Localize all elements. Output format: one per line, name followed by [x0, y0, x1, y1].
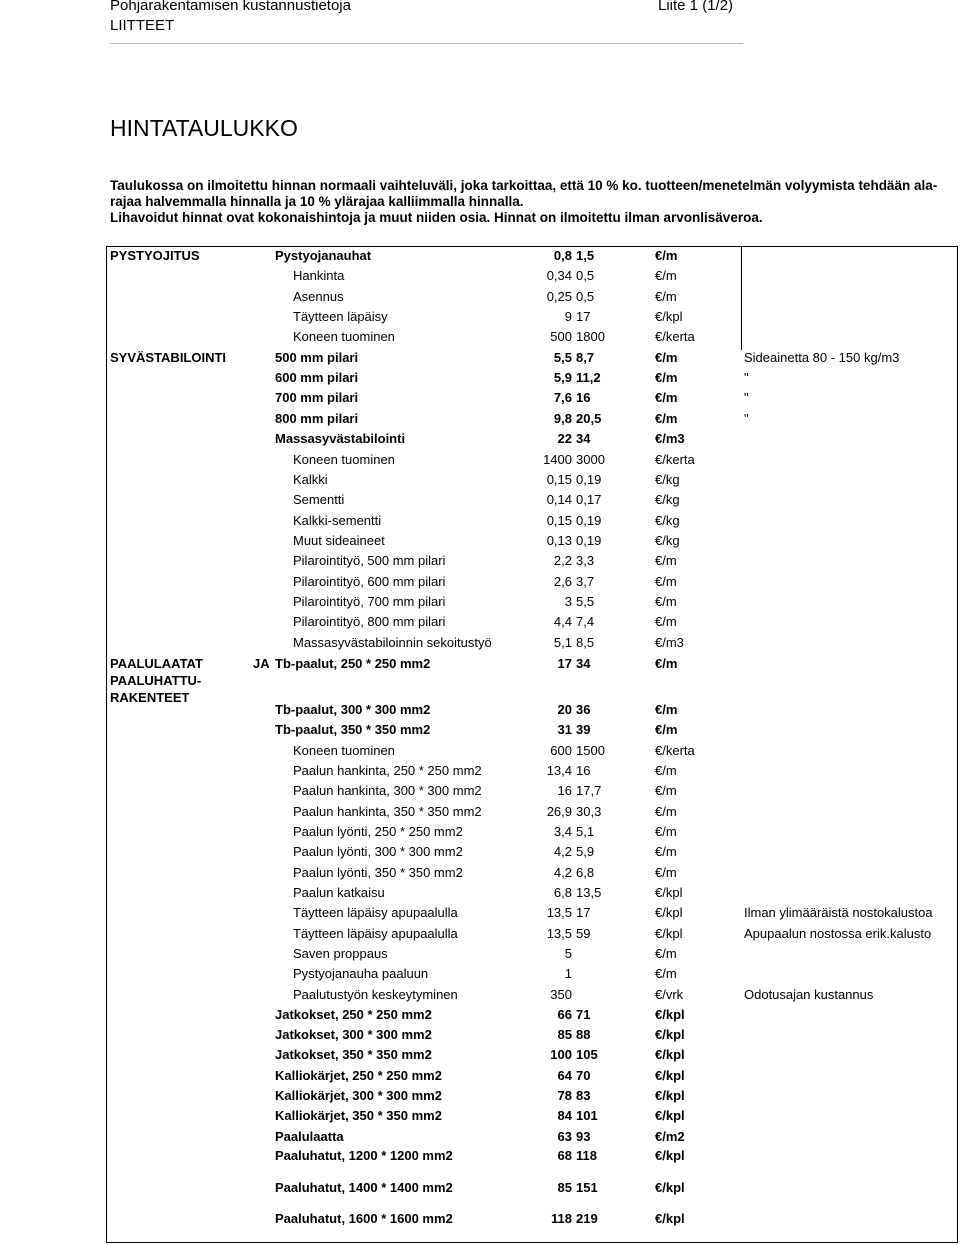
price-unit: €/kg: [655, 492, 680, 507]
price-max: 34: [576, 431, 591, 446]
price-min: 7,6: [553, 390, 572, 405]
price-min: 26,9: [546, 804, 572, 819]
price-unit: €/m: [655, 350, 678, 365]
price-unit: €/m: [655, 574, 677, 589]
row-note: Ilman ylimääräistä nostokalustoa: [744, 905, 933, 920]
price-unit: €/kg: [655, 472, 680, 487]
header-divider: [110, 43, 743, 44]
price-unit: €/m: [655, 783, 677, 798]
price-max: 0,19: [576, 513, 602, 528]
price-min: 0,25: [546, 289, 572, 304]
row-note: Odotusajan kustannus: [744, 987, 874, 1002]
table-row: [0, 368, 960, 388]
price-min: 22: [557, 431, 572, 446]
price-max: 34: [576, 656, 591, 671]
price-max: 5,9: [576, 844, 595, 859]
item-name: Paalun katkaisu: [293, 885, 385, 900]
item-name: Pilarointityö, 700 mm pilari: [293, 594, 446, 609]
price-min: 0,15: [546, 513, 572, 528]
price-min: 350: [550, 987, 572, 1002]
price-max: 8,7: [576, 350, 595, 365]
item-name: Jatkokset, 250 * 250 mm2: [275, 1007, 432, 1022]
price-min: 17: [557, 656, 572, 671]
price-unit: €/kpl: [655, 1211, 685, 1226]
price-unit: €/kerta: [655, 743, 695, 758]
price-min: 0,8: [553, 248, 572, 263]
price-unit: €/kpl: [655, 1047, 685, 1062]
price-max: 16: [576, 763, 591, 778]
price-max: 17,7: [576, 783, 602, 798]
price-unit: €/m: [655, 268, 677, 283]
price-unit: €/kpl: [655, 1180, 685, 1195]
price-min: 2,6: [553, 574, 572, 589]
price-min: 68: [557, 1148, 572, 1163]
price-max: 36: [576, 702, 591, 717]
price-max: 70: [576, 1068, 591, 1083]
price-min: 3,4: [553, 824, 572, 839]
row-note: ": [744, 390, 749, 405]
price-max: 0,5: [576, 289, 595, 304]
price-min: 13,4: [546, 763, 572, 778]
price-min: 500: [550, 329, 572, 344]
item-name: Paalun lyönti, 250 * 250 mm2: [293, 824, 463, 839]
price-unit: €/kerta: [655, 452, 695, 467]
price-max: 5,1: [576, 824, 595, 839]
price-max: 20,5: [576, 411, 602, 426]
price-min: 5,5: [553, 350, 572, 365]
price-max: 219: [576, 1211, 598, 1226]
row-note: ": [744, 370, 749, 385]
price-max: 101: [576, 1108, 598, 1123]
document-header-title: Pohjarakentamisen kustannustietoja: [110, 0, 351, 14]
table-row: [0, 388, 960, 408]
price-unit: €/vrk: [655, 987, 684, 1002]
table-row: [0, 572, 960, 592]
table-row: [0, 592, 960, 612]
price-unit: €/m: [655, 411, 678, 426]
price-min: 84: [557, 1108, 572, 1123]
price-min: 1: [564, 966, 572, 981]
price-max: 151: [576, 1180, 598, 1195]
price-max: 105: [576, 1047, 598, 1062]
price-unit: €/m: [655, 804, 677, 819]
price-min: 13,5: [546, 905, 572, 920]
row-note: Sideainetta 80 - 150 kg/m3: [744, 350, 900, 365]
price-min: 13,5: [546, 926, 572, 941]
price-unit: €/kpl: [655, 1027, 685, 1042]
table-row: [0, 266, 960, 286]
table-row: [0, 1005, 960, 1025]
price-min: 0,14: [546, 492, 572, 507]
price-min: 85: [557, 1027, 572, 1042]
price-max: 0,5: [576, 268, 595, 283]
price-unit: €/kpl: [655, 885, 683, 900]
price-unit: €/m: [655, 289, 677, 304]
table-row: [0, 1106, 960, 1126]
price-unit: €/kpl: [655, 1108, 685, 1123]
item-name: 800 mm pilari: [275, 411, 359, 426]
table-row: [0, 633, 960, 653]
table-row: [0, 1086, 960, 1106]
price-unit: €/m: [655, 763, 677, 778]
price-min: 100: [550, 1047, 572, 1062]
item-name: Kalkki-sementti: [293, 513, 382, 528]
price-min: 1400: [543, 452, 572, 467]
table-row: [0, 327, 960, 347]
price-unit: €/kpl: [655, 309, 683, 324]
price-max: 17: [576, 309, 591, 324]
price-min: 31: [557, 722, 572, 737]
price-max: 0,17: [576, 492, 602, 507]
appendix-page-label: Liite 1 (1/2): [658, 0, 734, 14]
price-min: 78: [557, 1088, 572, 1103]
item-name: Jatkokset, 300 * 300 mm2: [275, 1027, 432, 1042]
price-unit: €/kpl: [655, 926, 683, 941]
item-name: Massasyvästabiloinnin sekoitustyö: [293, 635, 492, 650]
price-unit: €/kpl: [655, 1088, 685, 1103]
table-row: [0, 450, 960, 470]
table-row: [0, 741, 960, 761]
price-unit: €/m: [655, 722, 678, 737]
table-row: [0, 883, 960, 903]
item-name: Kalliokärjet, 250 * 250 mm2: [275, 1068, 442, 1083]
price-unit: €/m: [655, 844, 677, 859]
item-name: Paalun lyönti, 300 * 300 mm2: [293, 844, 463, 859]
price-unit: €/m: [655, 656, 678, 671]
item-name: Paaluhatut, 1200 * 1200 mm2: [275, 1148, 453, 1163]
table-row: [0, 429, 960, 449]
row-note: ": [744, 411, 749, 426]
price-max: 118: [576, 1148, 597, 1163]
price-max: 1,5: [576, 248, 595, 263]
table-row: [0, 863, 960, 883]
price-unit: €/kpl: [655, 1068, 685, 1083]
table-row: [0, 511, 960, 531]
price-unit: €/m: [655, 614, 677, 629]
table-row: [0, 531, 960, 551]
category-label: PYSTYOJITUS: [110, 248, 200, 263]
table-row: [0, 1209, 960, 1241]
table-row: [0, 1066, 960, 1086]
price-min: 4,2: [553, 865, 572, 880]
item-name: Pilarointityö, 600 mm pilari: [293, 574, 446, 589]
item-name: Paalulaatta: [275, 1129, 344, 1144]
price-max: 0,19: [576, 472, 602, 487]
table-row: [0, 612, 960, 632]
price-unit: €/kerta: [655, 329, 695, 344]
item-name: Pystyojanauha paaluun: [293, 966, 429, 981]
item-name: Paalutustyön keskeytyminen: [293, 987, 458, 1002]
item-name: Sementti: [293, 492, 345, 507]
price-min: 85: [557, 1180, 572, 1195]
price-unit: €/m2: [655, 1129, 685, 1144]
price-max: 1500: [576, 743, 605, 758]
price-min: 5: [564, 946, 572, 961]
price-unit: €/kpl: [655, 905, 683, 920]
price-max: 16: [576, 390, 591, 405]
item-name: Asennus: [293, 289, 344, 304]
category-line: RAKENTEET: [110, 690, 190, 705]
price-min: 3: [564, 594, 572, 609]
category-conjunction: JA: [253, 656, 270, 671]
table-row: [0, 964, 960, 984]
price-unit: €/m: [655, 966, 677, 981]
table-row: [0, 490, 960, 510]
table-row: [0, 700, 960, 720]
item-name: Koneen tuominen: [293, 452, 395, 467]
item-name: Koneen tuominen: [293, 743, 395, 758]
item-name: Koneen tuominen: [293, 329, 395, 344]
price-min: 64: [557, 1068, 572, 1083]
price-min: 63: [557, 1129, 572, 1144]
table-row: [0, 1146, 960, 1178]
intro-paragraph: [110, 178, 940, 226]
item-name: Paaluhatut, 1600 * 1600 mm2: [275, 1211, 453, 1226]
table-row: [0, 409, 960, 429]
table-row: [0, 348, 960, 368]
price-unit: €/m: [655, 702, 678, 717]
price-max: 3000: [576, 452, 605, 467]
row-note: Apupaalun nostossa erik.kalusto: [744, 926, 932, 941]
table-row: [0, 1045, 960, 1065]
item-name: Kalkki: [293, 472, 328, 487]
item-name: Paaluhatut, 1400 * 1400 mm2: [275, 1180, 453, 1195]
item-name: Paalun hankinta, 300 * 300 mm2: [293, 783, 482, 798]
item-name: Hankinta: [293, 268, 345, 283]
price-unit: €/m: [655, 824, 677, 839]
table-row: [0, 1127, 960, 1147]
price-max: 3,3: [576, 553, 595, 568]
category-label: [110, 655, 270, 706]
category-line: PAALUHATTU-: [110, 673, 202, 688]
price-max: 30,3: [576, 804, 602, 819]
price-min: 16: [557, 783, 572, 798]
table-row: [0, 720, 960, 740]
price-unit: €/m: [655, 594, 677, 609]
price-min: 0,15: [546, 472, 572, 487]
price-max: 39: [576, 722, 591, 737]
item-name: Täytteen läpäisy apupaalulla: [293, 905, 458, 920]
item-name: 600 mm pilari: [275, 370, 359, 385]
price-max: 5,5: [576, 594, 595, 609]
price-unit: €/m: [655, 248, 678, 263]
category-line: PAALULAATAT: [110, 656, 203, 671]
price-min: 6,8: [553, 885, 572, 900]
price-min: 0,13: [546, 533, 572, 548]
price-min: 66: [557, 1007, 572, 1022]
table-row: [0, 1178, 960, 1210]
table-row: [0, 842, 960, 862]
price-unit: €/m: [655, 946, 677, 961]
price-min: 600: [550, 743, 572, 758]
price-unit: €/m: [655, 865, 677, 880]
price-min: 9,8: [553, 411, 572, 426]
price-unit: €/m: [655, 370, 678, 385]
table-row: [0, 654, 960, 705]
price-unit: €/m: [655, 390, 678, 405]
item-name: Kalliokärjet, 350 * 350 mm2: [275, 1108, 442, 1123]
price-min: 5,1: [553, 635, 572, 650]
item-name: Täytteen läpäisy: [293, 309, 388, 324]
item-name: Kalliokärjet, 300 * 300 mm2: [275, 1088, 442, 1103]
price-max: 3,7: [576, 574, 595, 589]
price-max: 71: [576, 1007, 591, 1022]
price-max: 83: [576, 1088, 591, 1103]
price-unit: €/m: [655, 553, 677, 568]
price-unit: €/kg: [655, 533, 680, 548]
price-max: 88: [576, 1027, 591, 1042]
item-name: Massasyvästabilointi: [275, 431, 406, 446]
price-unit: €/m3: [655, 635, 684, 650]
item-name: Muut sideaineet: [293, 533, 385, 548]
intro-line: rajaa halvemmalla hinnalla ja 10 % ylärajaa kalliimmalla hinnalla.: [110, 194, 524, 209]
page-title: HINTATAULUKKO: [110, 115, 298, 141]
table-row: [0, 287, 960, 307]
table-row: [0, 307, 960, 327]
price-min: 5,9: [553, 370, 572, 385]
price-max: 59: [576, 926, 591, 941]
price-max: 8,5: [576, 635, 595, 650]
table-row: [0, 944, 960, 964]
price-max: 6,8: [576, 865, 595, 880]
item-name: Paalun hankinta, 250 * 250 mm2: [293, 763, 482, 778]
table-row: [0, 1025, 960, 1045]
item-name: Pilarointityö, 800 mm pilari: [293, 614, 446, 629]
price-min: 2,2: [553, 553, 572, 568]
price-unit: €/kg: [655, 513, 680, 528]
table-row: [0, 903, 960, 923]
price-unit: €/kpl: [655, 1148, 685, 1163]
item-name: Pilarointityö, 500 mm pilari: [293, 553, 446, 568]
item-name: Saven proppaus: [293, 946, 388, 961]
item-name: Jatkokset, 350 * 350 mm2: [275, 1047, 432, 1062]
price-max: 13,5: [576, 885, 602, 900]
table-row: [0, 924, 960, 944]
price-max: 0,19: [576, 533, 602, 548]
table-row: [0, 781, 960, 801]
price-min: 118: [551, 1211, 572, 1226]
section-label: LIITTEET: [110, 17, 175, 34]
item-name: 500 mm pilari: [275, 350, 359, 365]
price-min: 20: [557, 702, 572, 717]
table-row: [0, 822, 960, 842]
price-max: 7,4: [576, 614, 595, 629]
price-unit: €/kpl: [655, 1007, 685, 1022]
price-max: 11,2: [576, 370, 601, 385]
table-row: [0, 985, 960, 1005]
price-max: 1800: [576, 329, 605, 344]
table-row: [0, 470, 960, 490]
table-row: [0, 761, 960, 781]
item-name: Tb-paalut, 250 * 250 mm2: [275, 656, 431, 671]
item-name: Pystyojanauhat: [275, 248, 372, 263]
item-name: Tb-paalut, 300 * 300 mm2: [275, 702, 431, 717]
price-min: 4,4: [553, 614, 572, 629]
intro-line: Taulukossa on ilmoitettu hinnan normaali vaihteluväli, joka tarkoittaa, että 10 % ko. tuotteen/menetelmän volyymista tehdään ala-: [110, 178, 938, 193]
price-unit: €/m3: [655, 431, 685, 446]
table-row: [0, 802, 960, 822]
item-name: Täytteen läpäisy apupaalulla: [293, 926, 458, 941]
price-max: 93: [576, 1129, 591, 1144]
price-min: 9: [564, 309, 572, 324]
item-name: 700 mm pilari: [275, 390, 359, 405]
item-name: Tb-paalut, 350 * 350 mm2: [275, 722, 431, 737]
price-min: 4,2: [553, 844, 572, 859]
category-label: SYVÄSTABILOINTI: [110, 350, 227, 365]
item-name: Paalun hankinta, 350 * 350 mm2: [293, 804, 482, 819]
table-row: [0, 551, 960, 571]
intro-line: Lihavoidut hinnat ovat kokonaishintoja ja muut niiden osia. Hinnat on ilmoitettu ilman arvonlisäveroa.: [110, 210, 763, 225]
price-min: 0,34: [546, 268, 572, 283]
table-row: [0, 246, 960, 266]
item-name: Paalun lyönti, 350 * 350 mm2: [293, 865, 463, 880]
price-max: 17: [576, 905, 591, 920]
